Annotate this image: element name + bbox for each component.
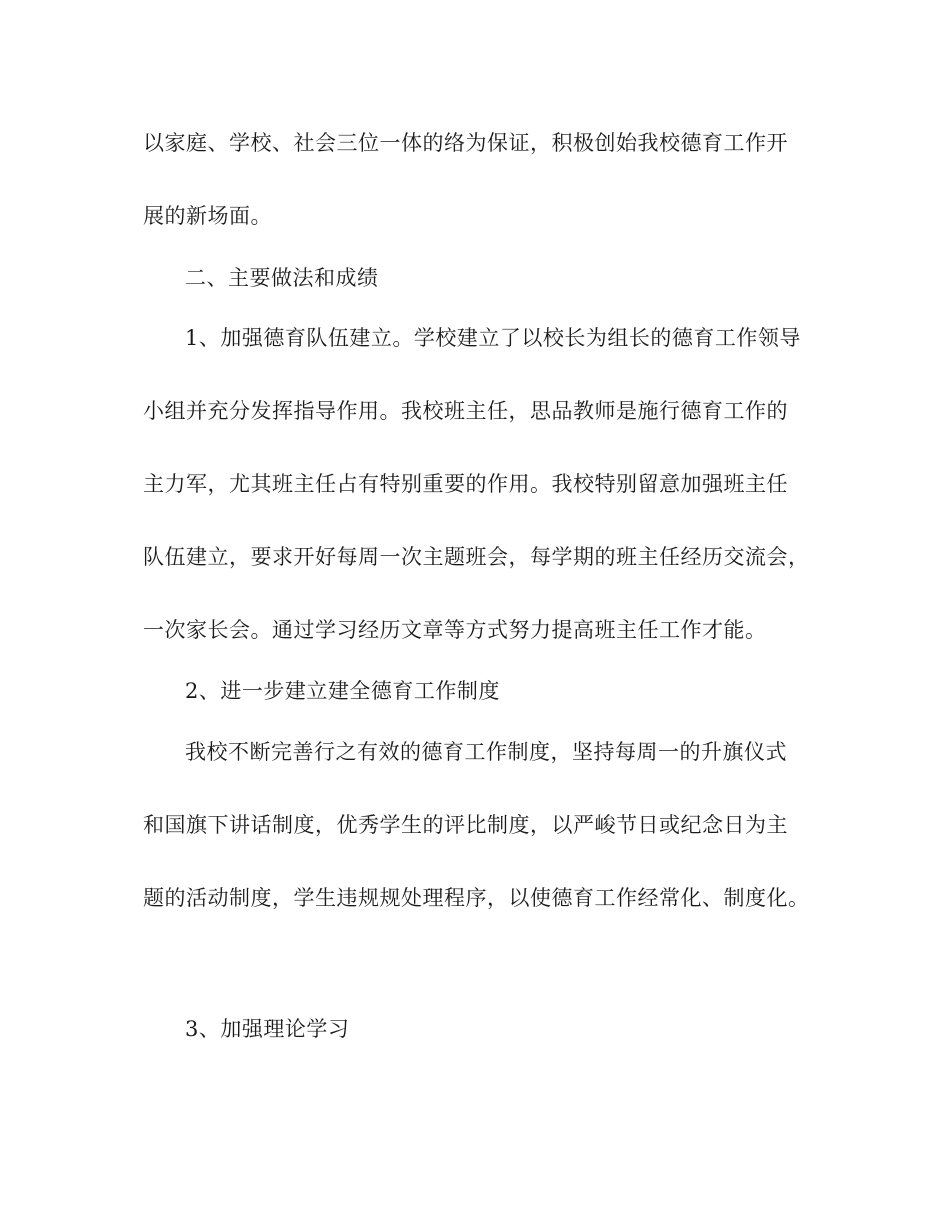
text-line: 我校不断完善行之有效的德育工作制度，坚持每周一的升旗仪式 <box>185 740 787 764</box>
text-line: 一次家长会。通过学习经历文章等方式努力提高班主任工作才能。 <box>143 618 767 642</box>
text-line: 队伍建立，要求开好每周一次主题班会，每学期的班主任经历交流会， <box>143 545 810 569</box>
paragraph-heading: 2、进一步建立建全德育工作制度 <box>185 679 500 703</box>
text-line: 小组并充分发挥指导作用。我校班主任，思品教师是施行德育工作的 <box>143 399 788 423</box>
paragraph-heading: 1、加强德育队伍建立。学校建立了以校长为组长的德育工作领导 <box>185 326 801 350</box>
section-heading: 二、主要做法和成绩 <box>185 266 379 290</box>
text-line: 题的活动制度，学生违规规处理程序，以使德育工作经常化、制度化。 <box>143 886 810 910</box>
paragraph-heading: 3、加强理论学习 <box>185 1017 350 1041</box>
text-line: 主力军，尤其班主任占有特别重要的作用。我校特别留意加强班主任 <box>143 472 788 496</box>
text-line: 展的新场面。 <box>143 204 272 228</box>
text-line: 和国旗下讲话制度，优秀学生的评比制度，以严峻节日或纪念日为主 <box>143 813 788 837</box>
text-line: 以家庭、学校、社会三位一体的络为保证，积极创始我校德育工作开 <box>143 131 788 155</box>
